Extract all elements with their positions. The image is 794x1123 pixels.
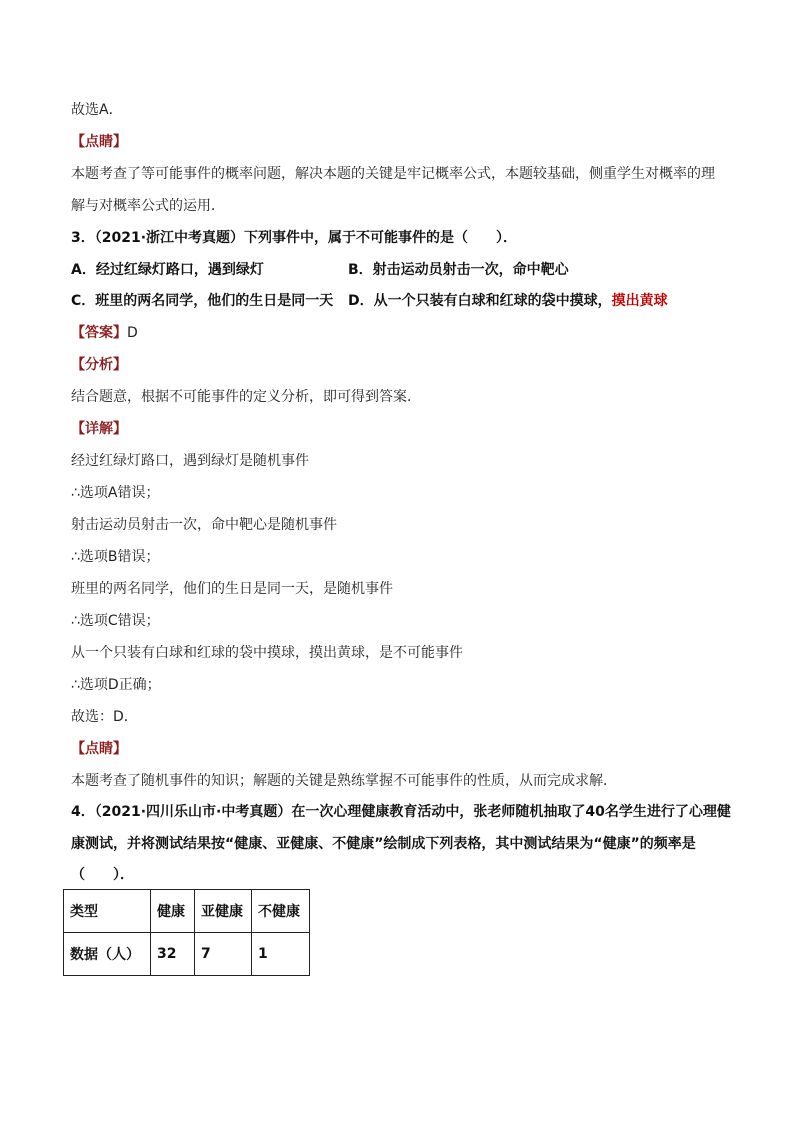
comment-text-line1: 本题考查了等可能事件的概率问题，解决本题的关键是牢记概率公式，本题较基础，侧重学生对概率的理 (71, 166, 715, 182)
option-d-prefix: D．从一个只装有白球和红球的袋中摸球， (348, 293, 612, 309)
detail-line: 经过红绿灯路口，遇到绿灯是随机事件 (71, 453, 309, 469)
question-3-option-d (348, 292, 668, 310)
option-d-highlight: 摸出黄球 (611, 293, 668, 309)
question-3-option-c: C．班里的两名同学，他们的生日是同一天 (71, 293, 334, 309)
conclusion-text: 故选A． (71, 102, 123, 118)
table-header-cell: 亚健康 (195, 890, 252, 933)
answer-value: D (127, 325, 138, 341)
detail-line: ∴选项B错误； (71, 549, 160, 565)
question-4-stem-line3: （ ）． (71, 867, 134, 883)
comment-text-line2: 解与对概率公式的运用． (71, 198, 225, 214)
detail-line: 班里的两名同学，他们的生日是同一天，是随机事件 (71, 581, 393, 597)
question-4-stem-line1: 4．（2021·四川乐山市·中考真题）在一次心理健康教育活动中，张老师随机抽取了40名学生进行了心理健 (71, 804, 731, 820)
table-cell: 7 (195, 933, 252, 976)
answer-line (71, 324, 138, 342)
question-3-option-b: B．射击运动员射击一次，命中靶心 (348, 262, 569, 278)
detail-line: ∴选项D正确； (71, 677, 161, 693)
table-header-cell: 健康 (151, 890, 195, 933)
detail-label: 【详解】 (71, 421, 127, 437)
comment-text-q3: 本题考查了随机事件的知识；解题的关键是熟练掌握不可能事件的性质，从而完成求解． (71, 773, 617, 789)
comment-label-q3: 【点睛】 (71, 741, 127, 757)
detail-line: ∴选项C错误； (71, 613, 160, 629)
detail-line: 故选：D． (71, 709, 138, 725)
table-header-cell: 不健康 (252, 890, 310, 933)
table-cell: 数据（人） (64, 933, 151, 976)
question-3-option-a: A．经过红绿灯路口，遇到绿灯 (71, 262, 264, 278)
comment-label: 【点睛】 (71, 134, 127, 150)
table-cell: 32 (151, 933, 195, 976)
answer-label: 【答案】 (71, 325, 127, 341)
table-row (64, 890, 310, 933)
detail-line: ∴选项A错误； (71, 485, 160, 501)
question-3-stem: 3．（2021·浙江中考真题）下列事件中，属于不可能事件的是（ ）． (71, 230, 518, 246)
frequency-table (63, 889, 310, 976)
detail-line: 射击运动员射击一次，命中靶心是随机事件 (71, 517, 337, 533)
detail-line: 从一个只装有白球和红球的袋中摸球，摸出黄球，是不可能事件 (71, 645, 463, 661)
table-cell: 1 (252, 933, 310, 976)
table-row (64, 933, 310, 976)
analysis-text: 结合题意，根据不可能事件的定义分析，即可得到答案． (71, 389, 421, 405)
question-4-stem-line2: 康测试，并将测试结果按“健康、亚健康、不健康”绘制成下列表格，其中测试结果为“健康”的频率是 (71, 836, 696, 852)
analysis-label: 【分析】 (71, 357, 127, 373)
table-header-cell: 类型 (64, 890, 151, 933)
